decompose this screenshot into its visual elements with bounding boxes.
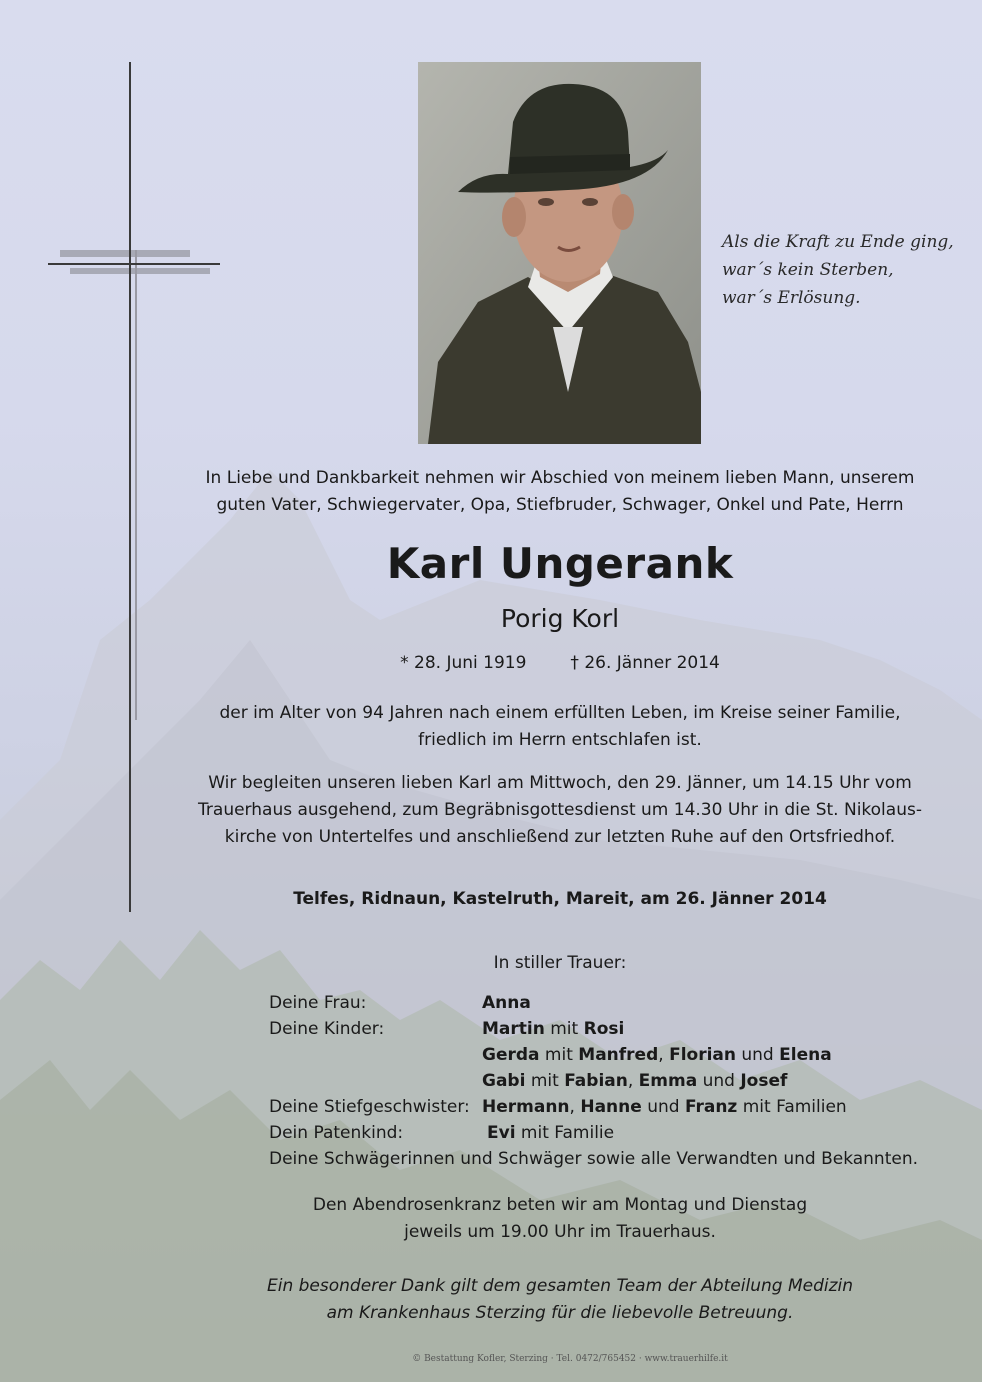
mourner-label: Deine Stiefgeschwister: <box>269 1097 470 1117</box>
paragraph-line: friedlich im Herrn entschlafen ist. <box>418 730 702 750</box>
mourner-name: Fabian <box>564 1071 628 1091</box>
death-date: † 26. Jänner 2014 <box>570 653 720 673</box>
mourner-name: Evi <box>487 1123 516 1143</box>
connector: mit <box>525 1071 565 1091</box>
mourner-name: Emma <box>638 1071 698 1091</box>
quote-line: war´s Erlösung. <box>722 288 861 308</box>
mourner-name: Franz <box>684 1097 738 1117</box>
mourner-name: Manfred <box>578 1045 659 1065</box>
paragraph-line: Wir begleiten unseren lieben Karl am Mittwoch, den 29. Jänner, um 14.15 Uhr vom <box>208 773 912 793</box>
place-date: Telfes, Ridnaun, Kastelruth, Mareit, am 26. Jänner 2014 <box>293 889 827 909</box>
thanks-line: am Krankenhaus Sterzing für die liebevolle Betreuung. <box>326 1303 794 1323</box>
connector: mit Familie <box>515 1123 615 1143</box>
thanks-line: Ein besonderer Dank gilt dem gesamten Team der Abteilung Medizin <box>266 1276 854 1296</box>
deceased-nickname: Porig Korl <box>500 604 620 633</box>
thanks-note <box>150 1273 970 1327</box>
portrait-photo <box>418 62 701 444</box>
connector: mit Familien <box>737 1097 847 1117</box>
mourner-name: Josef <box>740 1071 788 1091</box>
mourner-name: Florian <box>669 1045 736 1065</box>
connector: , <box>658 1045 670 1065</box>
connector: , <box>627 1071 639 1091</box>
mourning-heading: In stiller Trauer: <box>493 953 627 973</box>
intro-line: In Liebe und Dankbarkeit nehmen wir Abschied von meinem lieben Mann, unserem <box>205 468 915 488</box>
rosary-line: jeweils um 19.00 Uhr im Trauerhaus. <box>404 1222 716 1242</box>
deceased-name: Karl Ungerank <box>386 539 734 588</box>
quote-line: war´s kein Sterben, <box>722 260 894 280</box>
life-dates <box>150 650 970 677</box>
birth-date: * 28. Juni 1919 <box>400 653 527 673</box>
memorial-quote <box>722 228 972 312</box>
mourner-name: Gerda <box>482 1045 540 1065</box>
mourner-label: Dein Patenkind: <box>269 1123 404 1143</box>
connector: und <box>697 1071 741 1091</box>
paragraph-line: Trauerhaus ausgehend, zum Begräbnisgottesdienst um 14.30 Uhr in die St. Nikolaus- <box>198 800 922 820</box>
mourner-name: Elena <box>779 1045 832 1065</box>
rosary-line: Den Abendrosenkranz beten wir am Montag und Dienstag <box>312 1195 808 1215</box>
mourner-name: Rosi <box>583 1019 625 1039</box>
mourner-label: Deine Kinder: <box>269 1019 385 1039</box>
mourner-name: Martin <box>482 1019 545 1039</box>
mourner-label: Deine Frau: <box>269 993 367 1013</box>
quote-line: Als die Kraft zu Ende ging, <box>722 232 954 252</box>
connector: mit <box>539 1045 579 1065</box>
connector: , <box>569 1097 581 1117</box>
connector: mit <box>544 1019 584 1039</box>
connector: und <box>735 1045 780 1065</box>
mourner-name: Hanne <box>580 1097 642 1117</box>
paragraph-line: kirche von Untertelfes und anschließend zur letzten Ruhe auf den Ortsfriedhof. <box>224 827 896 847</box>
paragraph-line: der im Alter von 94 Jahren nach einem erfüllten Leben, im Kreise seiner Familie, <box>219 703 901 723</box>
rosary-notice <box>150 1192 970 1246</box>
intro-line: guten Vater, Schwiegervater, Opa, Stiefbruder, Schwager, Onkel und Pate, Herrn <box>216 495 904 515</box>
closing-mourners: Deine Schwägerinnen und Schwäger sowie alle Verwandten und Bekannten. <box>269 1149 919 1169</box>
mourner-name: Anna <box>482 993 531 1013</box>
mourner-name: Hermann <box>482 1097 570 1117</box>
mourner-name: Gabi <box>482 1071 526 1091</box>
passing-paragraph <box>150 700 970 754</box>
funeral-paragraph <box>150 770 970 851</box>
intro-text <box>150 465 970 519</box>
footer-credit: © Bestattung Kofler, Sterzing · Tel. 0472/765452 · www.trauerhilfe.it <box>412 1354 728 1364</box>
connector: und <box>641 1097 685 1117</box>
